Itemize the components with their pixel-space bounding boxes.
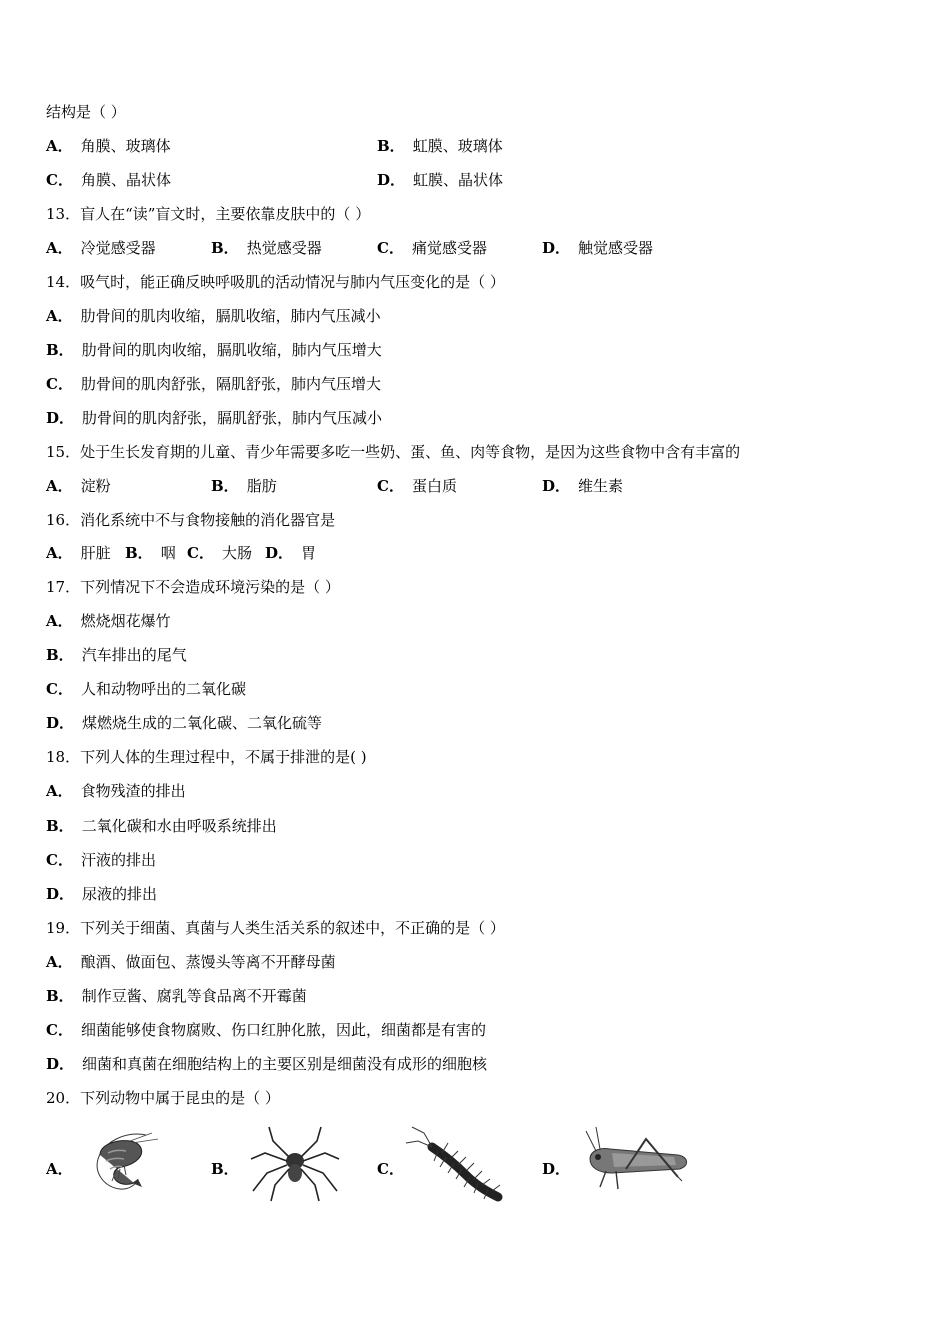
q15-option-a: A． 淀粉 xyxy=(46,477,111,495)
q16-stem: 16．消化系统中不与食物接触的消化器官是 xyxy=(46,511,336,529)
q20-option-a-label: A． xyxy=(46,1160,73,1178)
q13-option-d: D． 触觉感受器 xyxy=(542,239,654,257)
q14-stem: 14．吸气时，能正确反映呼吸肌的活动情况与肺内气压变化的是（ ） xyxy=(46,273,505,291)
q16-option-d: D． 胃 xyxy=(265,544,317,562)
q20-stem: 20．下列动物中属于昆虫的是（ ） xyxy=(46,1089,280,1107)
spider-icon xyxy=(245,1125,345,1203)
q18-option-d: D． 尿液的排出 xyxy=(46,885,158,903)
q18-option-b: B． 二氧化碳和水由呼吸系统排出 xyxy=(46,817,277,835)
q18-option-a: A． 食物残渣的排出 xyxy=(46,782,186,800)
q16-option-c: C． 大肠 xyxy=(187,544,252,562)
q14-option-c: C． 肋骨间的肌肉舒张，隔肌舒张，肺内气压增大 xyxy=(46,375,381,393)
q13-option-a: A． 冷觉感受器 xyxy=(46,239,156,257)
q18-stem: 18．下列人体的生理过程中，不属于排泄的是( ) xyxy=(46,748,367,766)
q19-stem: 19．下列关于细菌、真菌与人类生活关系的叙述中，不正确的是（ ） xyxy=(46,919,505,937)
q20-option-b-label: B． xyxy=(211,1160,239,1178)
q12-option-a: A． 角膜、玻璃体 xyxy=(46,137,171,155)
q14-option-d: D． 肋骨间的肌肉舒张，膈肌舒张，肺内气压减小 xyxy=(46,409,383,427)
q20-option-d-label: D． xyxy=(542,1160,571,1178)
q17-stem: 17．下列情况下不会造成环境污染的是（ ） xyxy=(46,578,340,596)
q19-option-a: A． 酿酒、做面包、蒸馒头等离不开酵母菌 xyxy=(46,953,336,971)
q17-option-d: D． 煤燃烧生成的二氧化碳、二氧化硫等 xyxy=(46,714,323,732)
q20-option-c-label: C． xyxy=(377,1160,404,1178)
q15-option-d: D． 维生素 xyxy=(542,477,624,495)
q15-option-b: B． 脂肪 xyxy=(211,477,277,495)
q12-stem-end: 结构是（ ） xyxy=(46,103,126,121)
q13-stem: 13．盲人在“读”盲文时，主要依靠皮肤中的（ ） xyxy=(46,205,371,223)
q15-option-c: C． 蛋白质 xyxy=(377,477,457,495)
q19-option-d: D． 细菌和真菌在细胞结构上的主要区别是细菌没有成形的细胞核 xyxy=(46,1055,488,1073)
q13-option-b: B． 热觉感受器 xyxy=(211,239,322,257)
q18-option-c: C． 汗液的排出 xyxy=(46,851,156,869)
q13-option-c: C． 痛觉感受器 xyxy=(377,239,487,257)
q14-option-b: B． 肋骨间的肌肉收缩，膈肌收缩，肺内气压增大 xyxy=(46,341,382,359)
q19-option-b: B． 制作豆酱、腐乳等食品离不开霉菌 xyxy=(46,987,307,1005)
q17-option-b: B． 汽车排出的尾气 xyxy=(46,646,187,664)
q17-option-a: A． 燃烧烟花爆竹 xyxy=(46,612,171,630)
q19-option-c: C． 细菌能够使食物腐败、伤口红肿化脓，因此，细菌都是有害的 xyxy=(46,1021,486,1039)
grasshopper-icon xyxy=(582,1125,692,1195)
q16-option-b: B． 咽 xyxy=(125,544,176,562)
q16-option-a: A． 肝脏 xyxy=(46,544,111,562)
centipede-icon xyxy=(404,1125,508,1203)
shrimp-icon xyxy=(86,1125,166,1197)
q14-option-a: A． 肋骨间的肌肉收缩，膈肌收缩，肺内气压减小 xyxy=(46,307,381,325)
q17-option-c: C． 人和动物呼出的二氧化碳 xyxy=(46,680,246,698)
q12-option-c: C． 角膜、晶状体 xyxy=(46,171,171,189)
q12-option-b: B． 虹膜、玻璃体 xyxy=(377,137,503,155)
q12-option-d: D． 虹膜、晶状体 xyxy=(377,171,504,189)
q15-stem: 15．处于生长发育期的儿童、青少年需要多吃一些奶、蛋、鱼、肉等食物，是因为这些食物中含有丰富的 xyxy=(46,443,741,461)
